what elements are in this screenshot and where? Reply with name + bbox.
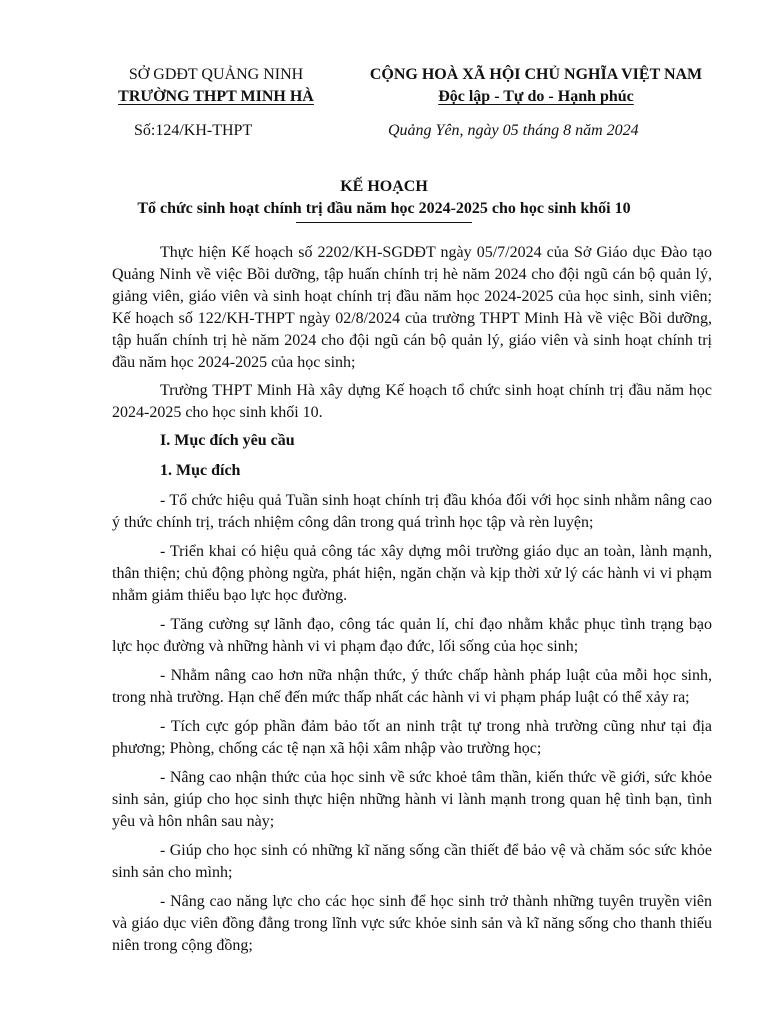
national-motto-block [346,64,726,108]
department-name: SỞ GDĐT QUẢNG NINH [128,66,304,83]
subsection-heading: 1. Mục đích [160,462,241,479]
bullet-item: - Tích cực góp phần đảm bảo tốt an ninh trật tự trong nhà trường cũng như tại địa phương; Phòng, chống các tệ nạn xã hội xâm nhập vào trường học; [112,718,712,757]
section-heading: I. Mục đích yêu cầu [160,432,295,449]
bullet-item: - Nhằm nâng cao hơn nữa nhận thức, ý thức chấp hành pháp luật của mỗi học sinh, trong nhà trường. Hạn chế đến mức thấp nhất các hành vi vi phạm pháp luật có thể xảy ra; [112,667,712,706]
issuer-block [96,64,336,108]
bullet-item: - Nâng cao nhận thức của học sinh về sức khoẻ tâm thần, kiến thức về giới, sức khỏe sinh sản, giúp cho học sinh thực hiện những hành vi lành mạnh trong quan hệ tình bạn, tình yêu và hôn nhân sau này; [112,769,712,830]
school-name: TRƯỜNG THPT MINH HÀ [118,88,314,105]
bullet-item: - Nâng cao năng lực cho các học sinh để học sinh trở thành những tuyên truyền viên và giáo dục viên đồng đẳng trong lĩnh vực sức khỏe sinh sản và kĩ năng sống cho thanh thiếu niên trong cộng đồng; [112,893,712,954]
title-underline [296,222,472,223]
document-title: KẾ HOẠCH [340,178,428,195]
bullet-item: - Giúp cho học sinh có những kĩ năng sống cần thiết để bảo vệ và chăm sóc sức khỏe sinh sản cho mình; [112,842,712,881]
bullet-item: - Triển khai có hiệu quả công tác xây dựng môi trường giáo dục an toàn, lành mạnh, thân thiện; chủ động phòng ngừa, phát hiện, ngăn chặn và kịp thời xử lý các hành vi vi phạm nhằm giảm thiểu bạo lực học đường. [112,543,712,604]
place-and-date: Quảng Yên, ngày 05 tháng 8 năm 2024 [388,122,639,139]
document-number: Số:124/KH-THPT [134,122,253,139]
document-subtitle: Tổ chức sinh hoạt chính trị đầu năm học 2024-2025 cho học sinh khối 10 [137,200,631,217]
intro-paragraph-2: Trường THPT Minh Hà xây dựng Kế hoạch tổ chức sinh hoạt chính trị đầu năm học 2024-2025 cho học sinh khối 10. [112,382,712,421]
national-motto: Độc lập - Tự do - Hạnh phúc [438,88,634,105]
intro-paragraph-1: Thực hiện Kế hoạch số 2202/KH-SGDĐT ngày 05/7/2024 của Sở Giáo dục Đào tạo Quảng Ninh về việc Bồi dưỡng, tập huấn chính trị hè năm 2024 cho đội ngũ cán bộ quản lý, giảng viên, giáo viên và sinh hoạt chính trị đầu năm học 2024-2025 của học sinh, sinh viên; Kế hoạch số 122/KH-THPT ngày 02/8/2024 của trường THPT Minh Hà về việc Bồi dưỡng, tập huấn chính trị hè năm 2024 cho đội ngũ cán bộ quản lý, giáo viên và sinh hoạt chính trị đầu năm học 2024-2025 của học sinh; [112,244,712,371]
country-name: CỘNG HOÀ XÃ HỘI CHỦ NGHĨA VIỆT NAM [369,66,703,83]
bullet-item: - Tăng cường sự lãnh đạo, công tác quản lí, chỉ đạo nhằm khắc phục tình trạng bạo lực học đường và những hành vi vi phạm đạo đức, lối sống của học sinh; [112,616,712,655]
document-title-block [60,176,708,220]
bullet-item: - Tổ chức hiệu quả Tuần sinh hoạt chính trị đầu khóa đối với học sinh nhằm nâng cao ý thức chính trị, trách nhiệm công dân trong quá trình học tập và rèn luyện; [112,492,712,531]
document-body [112,242,712,964]
